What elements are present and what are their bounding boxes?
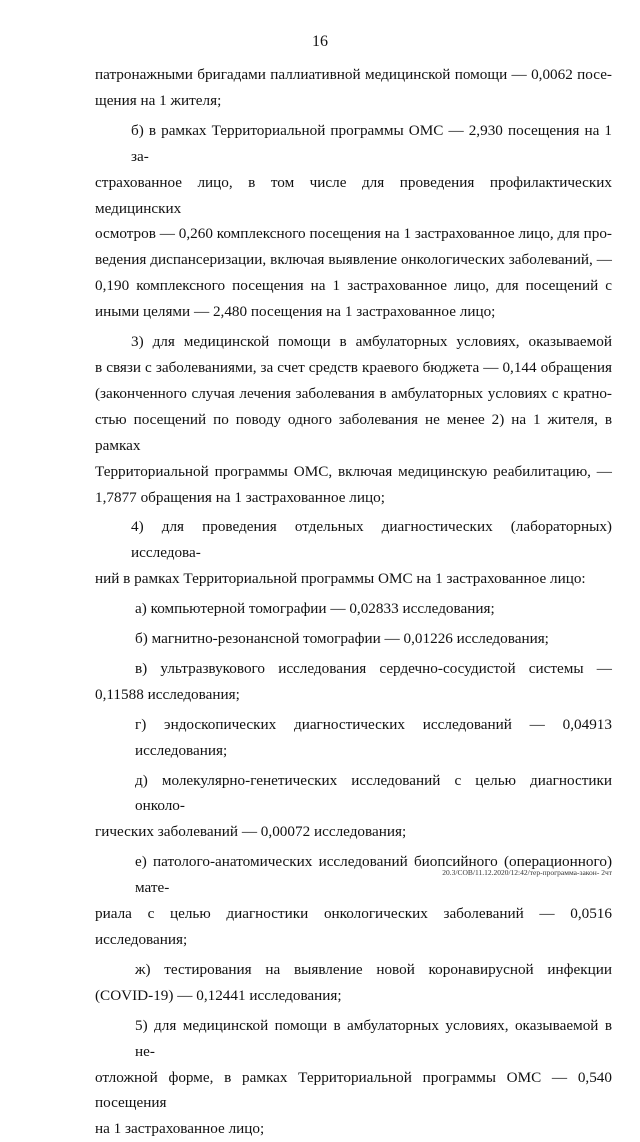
text-line: осмотров — 0,260 комплексного посещения на 1 застрахованное лицо, для про- — [95, 225, 612, 243]
text-line: отложной форме, в рамках Территориальной программы ОМС — 0,540 посещения — [95, 1068, 612, 1112]
text-line: ний в рамках Территориальной программы ОМС на 1 застрахованное лицо: — [95, 570, 586, 588]
text-line: б) в рамках Территориальной программы ОМС — 2,930 посещения на 1 за- — [131, 121, 612, 165]
text-line: (законченного случая лечения заболевания в амбулаторных условиях с кратно- — [95, 384, 612, 402]
text-line: (COVID-19) — 0,12441 исследования; — [95, 986, 342, 1004]
text-line: на 1 застрахованное лицо; — [95, 1120, 265, 1138]
text-line: 4) для проведения отдельных диагностических (лабораторных) исследова- — [131, 518, 612, 562]
text-line: 5) для медицинской помощи в амбулаторных условиях, оказываемой в не- — [135, 1016, 612, 1060]
text-line: страхованное лицо, в том числе для проведения профилактических медицинских — [95, 173, 612, 217]
text-line: ж) тестирования на выявление новой коронавирусной инфекции — [135, 960, 612, 978]
text-line: в) ультразвукового исследования сердечно-сосудистой системы — — [135, 659, 612, 677]
text-line: 0,11588 исследования; — [95, 685, 240, 703]
text-line: в связи с заболеваниями, за счет средств краевого бюджета — 0,144 обращения — [95, 358, 612, 376]
text-line: патронажными бригадами паллиативной медицинской помощи — 0,0062 посе- — [95, 66, 612, 83]
text-line: стью посещений по поводу одного заболевания не менее 2) на 1 жителя, в рамках — [95, 410, 612, 454]
text-line: 1,7877 обращения на 1 застрахованное лицо; — [95, 488, 385, 506]
text-line: б) магнитно-резонансной томографии — 0,01226 исследования; — [135, 630, 549, 648]
footer-code: 20.3/СОВ/11.12.2020/12:42/тер-программа-закон- 2чт — [442, 868, 612, 877]
text-line: 0,190 комплексного посещения на 1 застрахованное лицо, для посещений с — [95, 277, 612, 295]
text-line: 3) для медицинской помощи в амбулаторных условиях, оказываемой — [131, 333, 612, 351]
text-line: а) компьютерной томографии — 0,02833 исследования; — [135, 600, 495, 618]
document-body — [95, 62, 612, 1142]
text-line: иными целями — 2,480 посещения на 1 застрахованное лицо; — [95, 303, 496, 321]
text-line: риала с целью диагностики онкологических заболеваний — 0,0516 исследования; — [95, 905, 612, 948]
text-line: ведения диспансеризации, включая выявление онкологических заболеваний, — — [95, 251, 612, 269]
text-line: гических заболеваний — 0,00072 исследования; — [95, 823, 407, 841]
text-line: Территориальной программы ОМС, включая медицинскую реабилитацию, — — [95, 462, 612, 480]
text-line: г) эндоскопических диагностических исследований — 0,04913 исследования; — [135, 715, 612, 759]
page-number: 16 — [312, 33, 328, 50]
text-line: е) патолого-анатомических исследований биопсийного (операционного) мате- — [135, 853, 612, 897]
text-line: д) молекулярно-генетических исследований с целью диагностики онколо- — [135, 771, 612, 815]
text-line: щения на 1 жителя; — [95, 91, 222, 109]
